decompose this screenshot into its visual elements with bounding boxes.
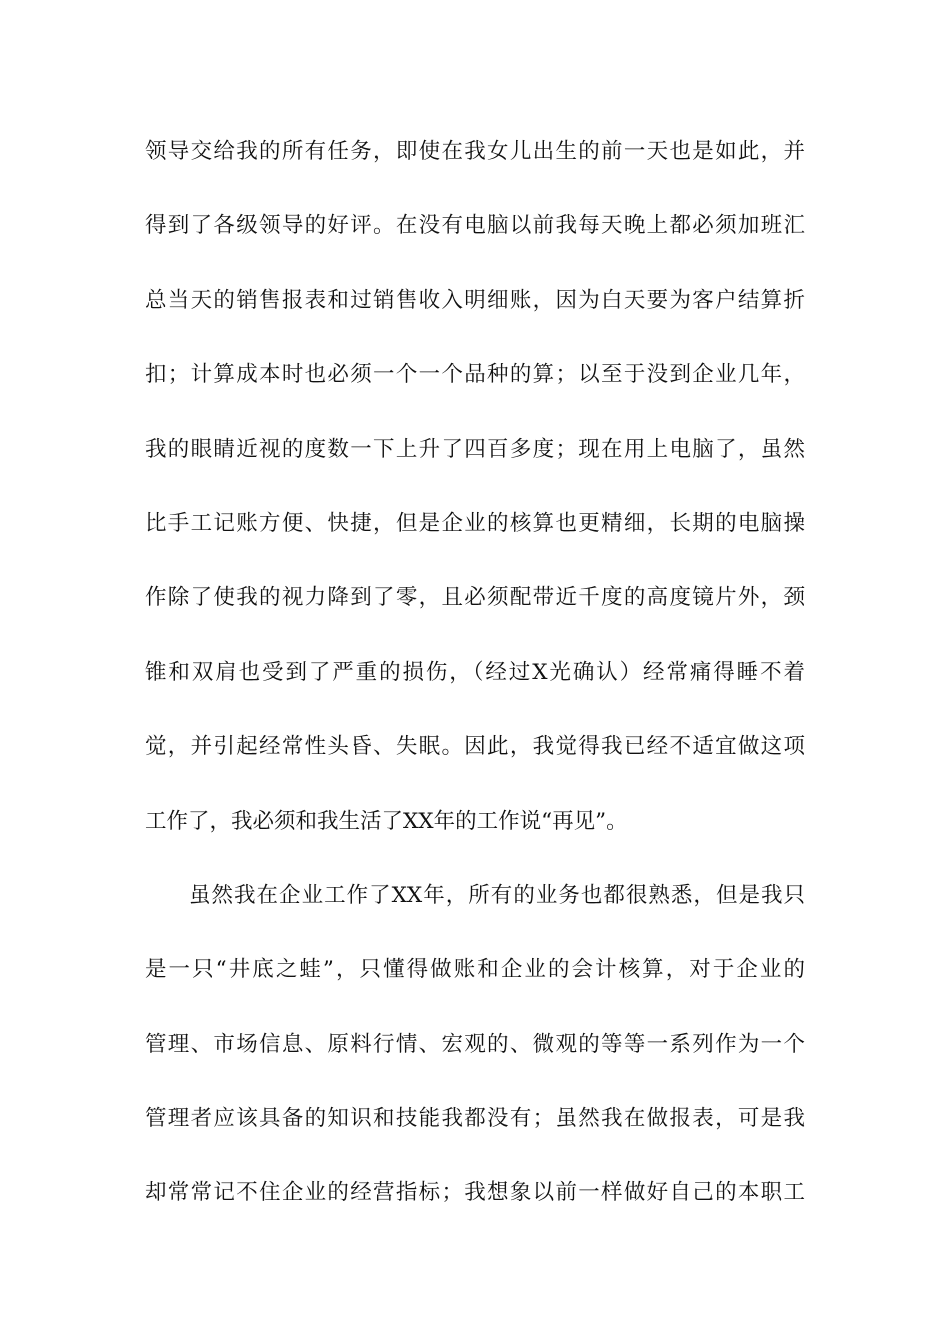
text-line-1: 领导交给我的所有任务，即使在我女儿出生的前一天也是如此，并 (145, 139, 805, 164)
text-line-15: 却常常记不住企业的经营指标；我想象以前一样做好自己的本职工 (145, 1180, 805, 1206)
text-line-14: 管理者应该具备的知识和技能我都没有；虽然我在做报表，可是我 (145, 1106, 805, 1132)
text-line-6: 比手工记账方便、快捷，但是企业的核算也更精细，长期的电脑操 (145, 510, 805, 536)
text-line-2: 得到了各级领导的好评。在没有电脑以前我每天晚上都必须加班汇 (145, 213, 805, 239)
text-line-4: 扣；计算成本时也必须一个一个品种的算；以至于没到企业几年， (145, 362, 805, 388)
text-line-13: 管理、市场信息、原料行情、宏观的、微观的等等一系列作为一个 (145, 1031, 805, 1057)
paragraph-2 (145, 871, 805, 1243)
text-line-11: 虽然我在企业工作了XX年，所有的业务也都很熟悉，但是我只 (189, 882, 805, 908)
text-line-12: 是一只“井底之蛙”，只懂得做账和企业的会计核算，对于企业的 (145, 957, 805, 983)
paragraph-1 (145, 127, 805, 871)
text-line-10: 工作了，我必须和我生活了XX年的工作说“再见”。 (145, 808, 628, 834)
text-line-8: 锥和双肩也受到了严重的损伤，（经过X光确认）经常痛得睡不着 (145, 659, 805, 685)
text-line-3: 总当天的销售报表和过销售收入明细账，因为白天要为客户结算折 (145, 287, 805, 313)
body-text (145, 127, 805, 1243)
text-line-5: 我的眼睛近视的度数一下上升了四百多度；现在用上电脑了，虽然 (145, 436, 805, 462)
text-line-9: 觉，并引起经常性头昏、失眠。因此，我觉得我已经不适宜做这项 (145, 734, 805, 760)
text-line-7: 作除了使我的视力降到了零，且必须配带近千度的高度镜片外，颈 (145, 585, 805, 611)
